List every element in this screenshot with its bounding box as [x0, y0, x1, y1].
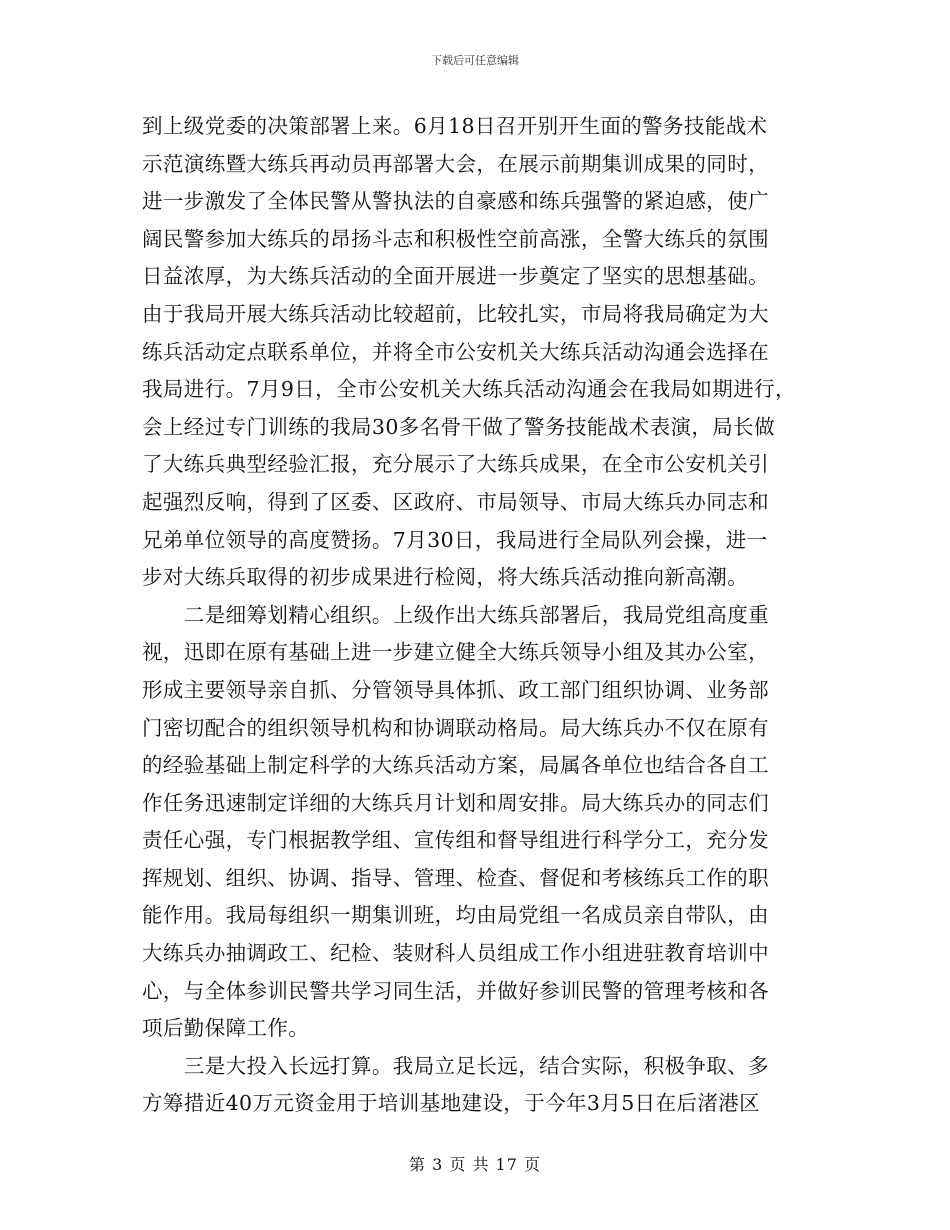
text-line: 责任心强，专门根据教学组、宣传组和督导组进行科学分工，充分发: [142, 828, 769, 853]
text-line: 作任务迅速制定详细的大练兵月计划和周安排。局大练兵办的同志们: [142, 790, 769, 815]
text-line: 步对大练兵取得的初步成果进行检阅，将大练兵活动推向新高潮。: [142, 565, 749, 590]
text-line: 挥规划、组织、协调、指导、管理、检查、督促和考核练兵工作的职: [142, 865, 769, 890]
text-line: 了大练兵典型经验汇报，充分展示了大练兵成果，在全市公安机关引: [142, 452, 769, 477]
text-line: 我局进行。7月9日，全市公安机关大练兵活动沟通会在我局如期进行，: [142, 377, 796, 402]
text-line: 视，迅即在原有基础上进一步建立健全大练兵领导小组及其办公室，: [142, 640, 769, 665]
text-line: 门密切配合的组织领导机构和协调联动格局。局大练兵办不仅在原有: [142, 715, 769, 740]
text-line: 方筹措近40万元资金用于培训基地建设，于今年3月5日在后渚港区: [142, 1091, 761, 1116]
text-line: 项后勤保障工作。: [142, 1016, 310, 1041]
text-line: 能作用。我局每组织一期集训班，均由局党组一名成员亲自带队，由: [142, 903, 769, 928]
text-line: 起强烈反响，得到了区委、区政府、市局领导、市局大练兵办同志和: [142, 489, 769, 514]
paragraph-start-line: 二是细筹划精心组织。上级作出大练兵部署后，我局党组高度重: [142, 602, 769, 627]
text-line: 会上经过专门训练的我局30多名骨干做了警务技能战术表演，局长做: [142, 414, 775, 439]
text-line: 的经验基础上制定科学的大练兵活动方案，局属各单位也结合各自工: [142, 753, 769, 778]
text-line: 阔民警参加大练兵的昂扬斗志和积极性空前高涨，全警大练兵的氛围: [142, 226, 769, 251]
text-line: 形成主要领导亲自抓、分管领导具体抓、政工部门组织协调、业务部: [142, 677, 769, 702]
text-line: 大练兵办抽调政工、纪检、装财科人员组成工作小组进驻教育培训中: [142, 941, 769, 966]
page-footer: 第 3 页 共 17 页: [409, 1155, 541, 1174]
text-line: 练兵活动定点联系单位，并将全市公安机关大练兵活动沟通会选择在: [142, 339, 769, 364]
text-line: 示范演练暨大练兵再动员再部署大会，在展示前期集训成果的同时，: [142, 151, 769, 176]
text-line: 进一步激发了全体民警从警执法的自豪感和练兵强警的紧迫感，使广: [142, 189, 769, 214]
text-line: 兄弟单位领导的高度赞扬。7月30日，我局进行全局队列会操，进一: [142, 527, 768, 552]
text-line: 心，与全体参训民警共学习同生活，并做好参训民警的管理考核和各: [142, 978, 769, 1003]
text-line: 日益浓厚，为大练兵活动的全面开展进一步奠定了坚实的思想基础。: [142, 264, 769, 289]
text-line: 由于我局开展大练兵活动比较超前，比较扎实，市局将我局确定为大: [142, 301, 769, 326]
document-body: [142, 108, 812, 1123]
page-header: 下载后可任意编辑: [431, 54, 519, 67]
paragraph-start-line: 三是大投入长远打算。我局立足长远，结合实际，积极争取、多: [142, 1053, 769, 1078]
text-line: 到上级党委的决策部署上来。6月18日召开别开生面的警务技能战术: [142, 114, 768, 138]
